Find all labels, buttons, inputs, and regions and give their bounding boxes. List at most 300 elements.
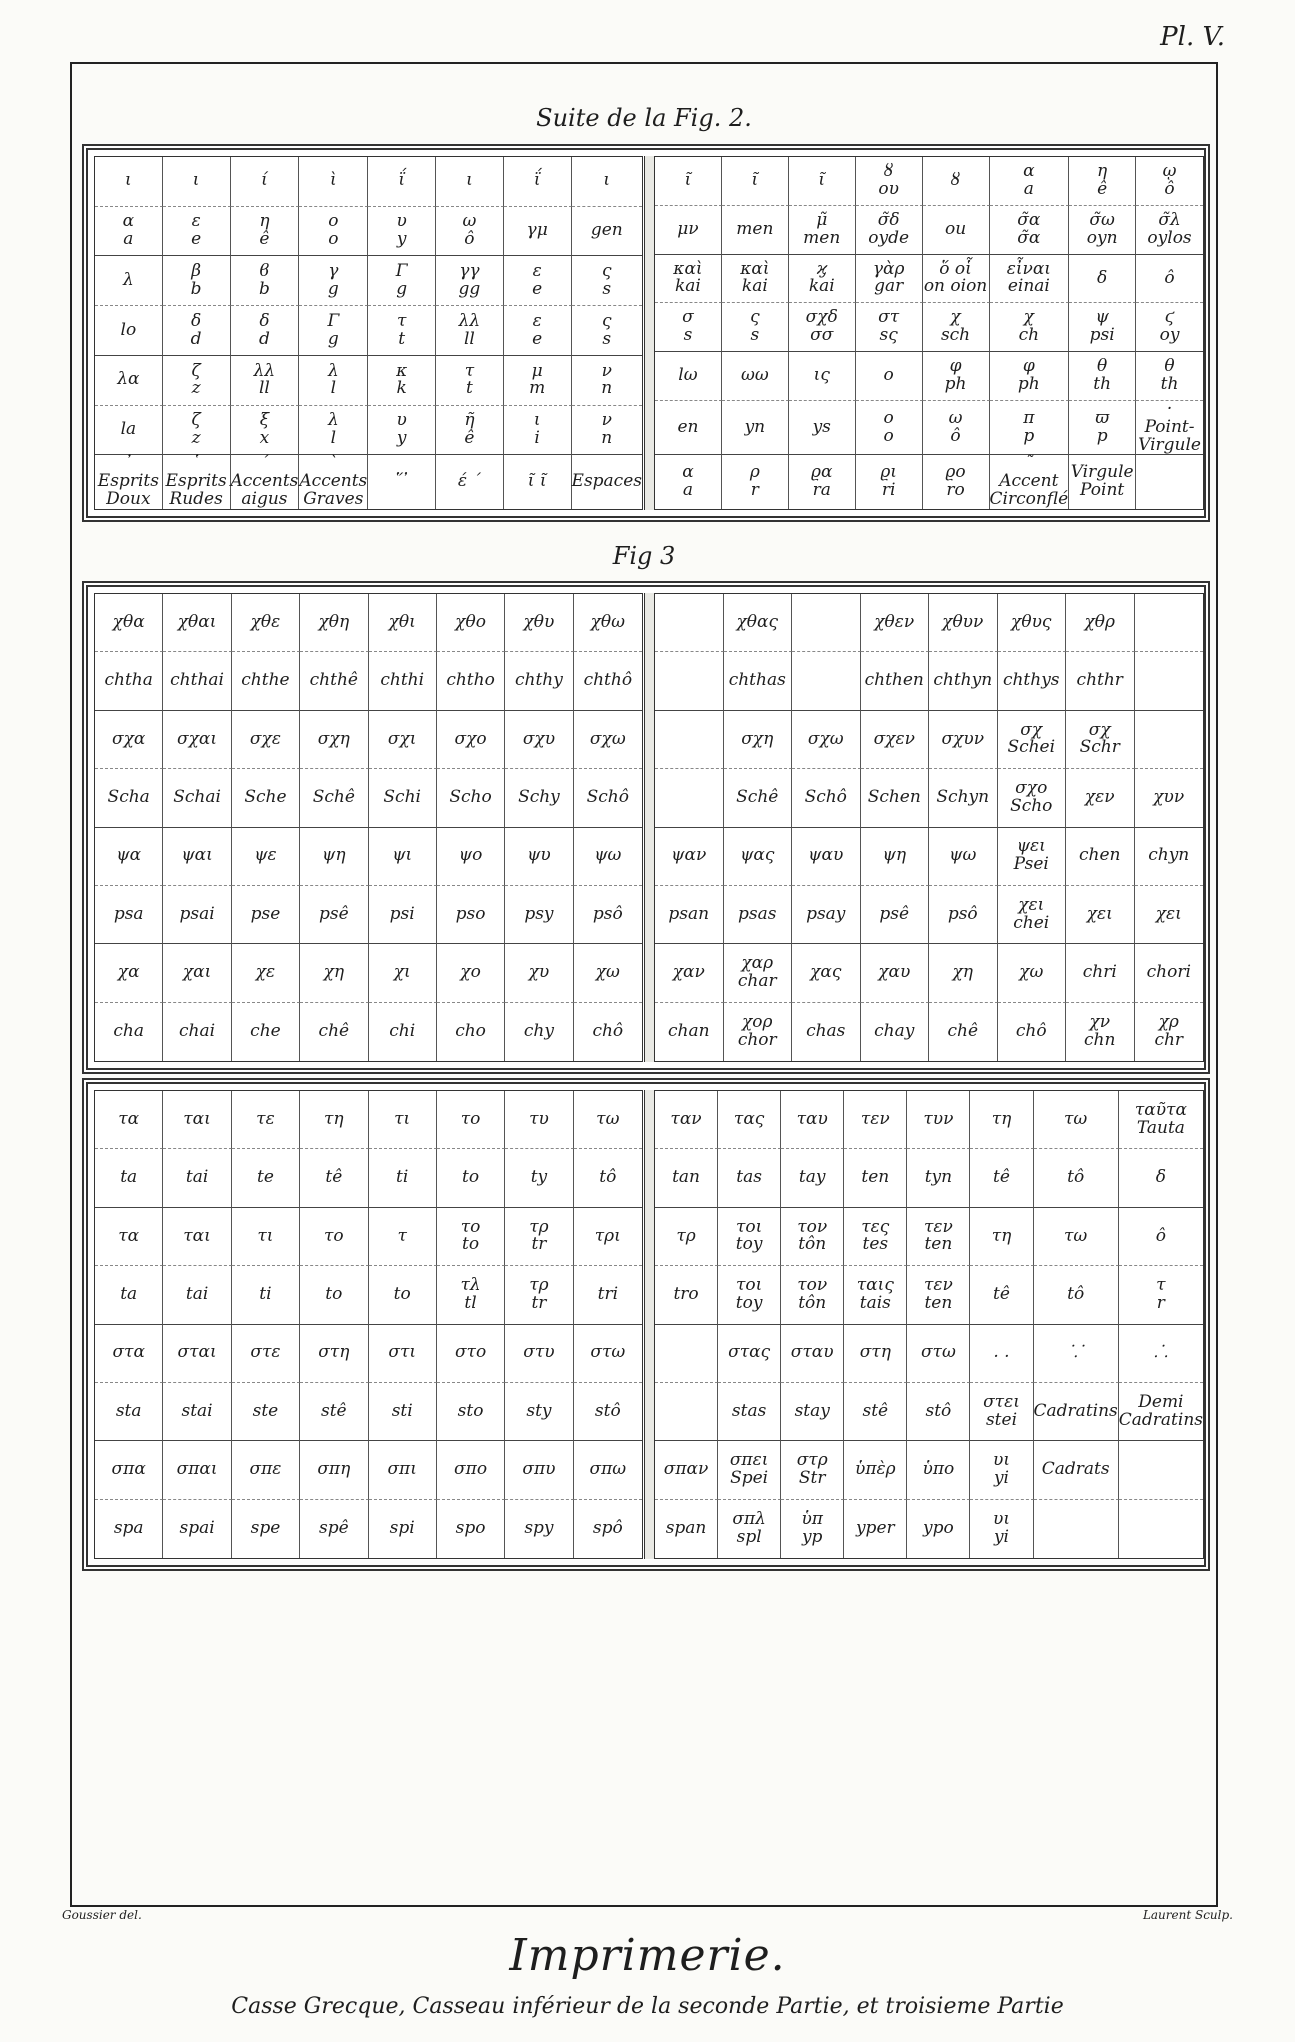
- case-compartment: τη: [300, 1091, 368, 1149]
- case-compartment: τα: [95, 1091, 163, 1149]
- case-compartment: spa: [95, 1500, 163, 1558]
- case-compartment: ô: [1119, 1208, 1203, 1266]
- case-compartment: τας: [718, 1091, 781, 1149]
- case-compartment: ξ x: [231, 406, 300, 456]
- case-compartment: χθι: [369, 594, 437, 652]
- case-compartment: chai: [163, 1003, 231, 1061]
- case-compartment: στ sς: [856, 303, 923, 352]
- case-compartment: χαι: [163, 944, 231, 1002]
- case-compartment: ν n: [572, 356, 642, 406]
- case-compartment: ί: [231, 157, 300, 207]
- case-compartment: τρι: [574, 1208, 642, 1266]
- case-compartment: χ ch: [990, 303, 1070, 352]
- case-compartment: ὑπὲρ: [844, 1441, 907, 1499]
- fig3-top-case: [82, 581, 1210, 1074]
- case-compartment: to: [300, 1266, 368, 1324]
- case-compartment: ῖ: [789, 157, 856, 206]
- case-compartment: ψ psi: [1069, 303, 1136, 352]
- case-compartment: σπαν: [655, 1441, 718, 1499]
- case-compartment: τρ: [655, 1208, 718, 1266]
- case-compartment: ψυ: [505, 828, 573, 886]
- case-compartment: ῞ ̓: [368, 455, 436, 509]
- case-compartment: υ y: [368, 207, 436, 257]
- fig2-heading: Suite de la Fig. 2.: [536, 104, 752, 132]
- case-compartment: cho: [437, 1003, 505, 1061]
- case-compartment: ῆ ê: [436, 406, 504, 456]
- case-compartment: γγ gg: [436, 256, 504, 306]
- case-compartment: Γ g: [299, 306, 368, 356]
- case-compartment: yper: [844, 1500, 907, 1558]
- case-compartment: ψο: [437, 828, 505, 886]
- case-compartment: χει: [1135, 886, 1204, 944]
- case-compartment: ` Accents Graves: [299, 453, 368, 510]
- case-compartment: ten: [844, 1149, 907, 1207]
- case-compartment: chthi: [369, 652, 437, 710]
- case-compartment: chthys: [998, 652, 1067, 710]
- case-compartment: χο: [437, 944, 505, 1002]
- case-compartment: στω: [574, 1325, 642, 1383]
- case-compartment: ταυ: [781, 1091, 844, 1149]
- case-compartment: ις: [789, 352, 856, 401]
- case-compartment: tas: [718, 1149, 781, 1207]
- case-compartment: χη: [300, 944, 368, 1002]
- fig2-left-half: [94, 156, 643, 510]
- case-compartment: λα: [95, 356, 163, 406]
- case-compartment: έ ΄: [436, 455, 504, 509]
- case-compartment: στας: [718, 1325, 781, 1383]
- case-compartment: σχδ σσ: [789, 303, 856, 352]
- case-compartment: ῖ: [722, 157, 789, 206]
- case-compartment: chas: [792, 1003, 861, 1061]
- fig3-bottom-left-grid: [94, 1090, 643, 1559]
- case-compartment: ys: [789, 401, 856, 456]
- case-compartment: stê: [300, 1383, 368, 1441]
- case-compartment: chay: [861, 1003, 930, 1061]
- case-compartment: psô: [574, 886, 642, 944]
- case-compartment: χα: [95, 944, 163, 1002]
- case-compartment: Virgule Point: [1069, 455, 1136, 509]
- case-compartment: ο o: [856, 401, 923, 456]
- case-compartment: to: [437, 1149, 505, 1207]
- case-compartment: Schê: [724, 769, 793, 827]
- case-compartment: χθε: [232, 594, 300, 652]
- case-compartment: ψη: [861, 828, 930, 886]
- case-compartment: spo: [437, 1500, 505, 1558]
- case-compartment: χθυν: [929, 594, 998, 652]
- case-compartment: χει: [1066, 886, 1135, 944]
- case-compartment: psai: [163, 886, 231, 944]
- case-compartment: στη: [844, 1325, 907, 1383]
- case-compartment: psay: [792, 886, 861, 944]
- case-compartment: φ ph: [990, 352, 1070, 401]
- case-compartment: χθυ: [505, 594, 573, 652]
- case-compartment: τεν: [844, 1091, 907, 1149]
- case-compartment: ς s: [722, 303, 789, 352]
- case-compartment: tay: [781, 1149, 844, 1207]
- case-compartment: χθαι: [163, 594, 231, 652]
- case-compartment: Cadrats: [1034, 1441, 1119, 1499]
- case-compartment: ὑπ yp: [781, 1500, 844, 1558]
- case-compartment: tri: [574, 1266, 642, 1324]
- case-compartment: σχη: [300, 711, 368, 769]
- case-compartment: ou: [923, 206, 990, 255]
- case-compartment: σπο: [437, 1441, 505, 1499]
- engraver-credit: Laurent Sculp.: [1142, 1908, 1233, 1922]
- case-compartment: tai: [163, 1149, 231, 1207]
- case-compartment: psê: [300, 886, 368, 944]
- case-compartment: κ k: [368, 356, 436, 406]
- case-compartment: ρ r: [722, 455, 789, 509]
- case-compartment: χυ: [505, 944, 573, 1002]
- case-compartment: στυ: [505, 1325, 573, 1383]
- case-compartment: chtho: [437, 652, 505, 710]
- case-compartment: μ̃ men: [789, 206, 856, 255]
- case-compartment: α a: [95, 207, 163, 257]
- case-compartment: τλ tl: [437, 1266, 505, 1324]
- case-compartment: ται: [163, 1091, 231, 1149]
- case-compartment: tyn: [907, 1149, 970, 1207]
- fig3-heading: Fig 3: [612, 542, 676, 570]
- case-compartment: υι yi: [970, 1441, 1033, 1499]
- case-compartment: ς s: [572, 256, 642, 306]
- fig2-right-grid: [654, 156, 1204, 510]
- case-compartment: [1136, 455, 1203, 509]
- case-compartment: spy: [505, 1500, 573, 1558]
- case-compartment: ῳ ô: [1136, 157, 1203, 206]
- case-compartment: στα: [95, 1325, 163, 1383]
- case-compartment: ψει Psei: [998, 828, 1067, 886]
- case-compartment: ι: [95, 157, 163, 207]
- case-compartment: ῀ Accent Circonflé: [989, 453, 1069, 510]
- case-compartment: Γ g: [368, 256, 436, 306]
- case-compartment: α a: [990, 157, 1070, 206]
- case-compartment: τω: [1034, 1208, 1119, 1266]
- case-compartment: ᾿ Esprits Doux: [95, 455, 163, 509]
- case-compartment: στι: [369, 1325, 437, 1383]
- case-compartment: ῾ Esprits Rudes: [163, 455, 231, 509]
- case-compartment: σχω: [792, 711, 861, 769]
- case-compartment: σχω: [574, 711, 642, 769]
- case-compartment: Demi Cadratins: [1119, 1383, 1203, 1441]
- case-compartment: spê: [300, 1500, 368, 1558]
- case-compartment: ψαν: [655, 828, 724, 886]
- case-compartment: [792, 594, 861, 652]
- case-compartment: spai: [163, 1500, 231, 1558]
- fig3-bottom-right-grid: [654, 1090, 1204, 1559]
- case-compartment: chan: [655, 1003, 724, 1061]
- case-compartment: sti: [369, 1383, 437, 1441]
- case-compartment: χαυ: [861, 944, 930, 1002]
- case-compartment: ϱι ri: [856, 455, 923, 509]
- case-compartment: pso: [437, 886, 505, 944]
- case-compartment: chê: [929, 1003, 998, 1061]
- case-compartment: ὅ οἷ on oion: [923, 255, 990, 304]
- case-compartment: ς s: [572, 306, 642, 356]
- plate-subtitle: Casse Grecque, Casseau inférieur de la seconde Partie, et troisieme Partie: [231, 1994, 1064, 2019]
- case-compartment: ζ z: [163, 356, 231, 406]
- case-compartment: χν chn: [1066, 1003, 1135, 1061]
- case-compartment: ȣ: [923, 157, 990, 206]
- case-compartment: ψη: [300, 828, 368, 886]
- case-compartment: [655, 652, 724, 710]
- case-compartment: [1034, 1500, 1119, 1558]
- case-compartment: λλ ll: [436, 306, 504, 356]
- case-compartment: tê: [300, 1149, 368, 1207]
- case-compartment: ε e: [504, 256, 572, 306]
- case-compartment: ο: [856, 352, 923, 401]
- case-compartment: γ g: [299, 256, 368, 306]
- case-compartment: ψω: [574, 828, 642, 886]
- case-compartment: χθας: [724, 594, 793, 652]
- case-compartment: χε: [232, 944, 300, 1002]
- case-compartment: ζ z: [163, 406, 231, 456]
- case-compartment: λ: [95, 256, 163, 306]
- case-compartment: χρ chr: [1154, 1011, 1184, 1050]
- fig2-right-half: [654, 156, 1204, 510]
- case-compartment: σ̃ω oyn: [1069, 206, 1136, 255]
- case-compartment: χαρ char: [724, 944, 793, 1002]
- case-compartment: σπλ spl: [718, 1500, 781, 1558]
- case-compartment: tô: [1034, 1266, 1119, 1324]
- case-compartment: σπαι: [163, 1441, 231, 1499]
- case-compartment: χ sch: [923, 303, 990, 352]
- case-compartment: stô: [574, 1383, 642, 1441]
- case-compartment: χι: [369, 944, 437, 1002]
- case-compartment: chô: [592, 1020, 624, 1041]
- case-compartment: ι: [163, 157, 231, 207]
- case-compartment: Sche: [232, 769, 300, 827]
- case-compartment: θ th: [1069, 352, 1136, 401]
- case-compartment: psi: [369, 886, 437, 944]
- case-compartment: Schy: [505, 769, 573, 827]
- case-compartment: χθρ: [1066, 594, 1135, 652]
- case-compartment: ο o: [299, 207, 368, 257]
- case-compartment: Espaces: [571, 471, 642, 492]
- case-compartment: sty: [505, 1383, 573, 1441]
- case-compartment: ε e: [163, 207, 231, 257]
- case-compartment: chthr: [1066, 652, 1135, 710]
- case-compartment: Schai: [163, 769, 231, 827]
- case-compartment: Scha: [95, 769, 163, 827]
- case-compartment: χθα: [95, 594, 163, 652]
- fig3-top-right-grid: [654, 593, 1204, 1062]
- case-compartment: ΐ: [504, 157, 572, 207]
- fig3-bottom-left-half: [94, 1090, 643, 1559]
- case-compartment: ϐ b: [231, 256, 300, 306]
- case-compartment: σταυ: [781, 1325, 844, 1383]
- case-compartment: σ̃δ oyde: [856, 206, 923, 255]
- case-compartment: yn: [722, 401, 789, 456]
- case-compartment: σπι: [369, 1441, 437, 1499]
- case-compartment: stô: [907, 1383, 970, 1441]
- case-compartment: σπει Spei: [718, 1441, 781, 1499]
- case-compartment: chyn: [1135, 828, 1204, 886]
- case-compartment: τον tôn: [781, 1266, 844, 1324]
- case-compartment: χας: [792, 944, 861, 1002]
- case-compartment: τη: [970, 1091, 1033, 1149]
- case-compartment: chthyn: [929, 652, 998, 710]
- case-compartment: psô: [929, 886, 998, 944]
- case-compartment: σχυ: [505, 711, 573, 769]
- case-compartment: · Point-Virgule: [1136, 401, 1203, 456]
- case-compartment: stai: [163, 1383, 231, 1441]
- case-compartment: lo: [95, 306, 163, 356]
- case-compartment: σχα: [95, 711, 163, 769]
- case-compartment: ϗ kai: [789, 255, 856, 304]
- case-compartment: [792, 652, 861, 710]
- case-compartment: ε e: [504, 306, 572, 356]
- case-compartment: ⸫: [1119, 1325, 1203, 1383]
- plate-frame: [70, 62, 1218, 1907]
- case-compartment: [1135, 594, 1204, 652]
- case-compartment: tro: [655, 1266, 718, 1324]
- case-compartment: chthê: [300, 652, 368, 710]
- case-compartment: psa: [95, 886, 163, 944]
- fig2-case: [82, 144, 1210, 522]
- case-compartment: το: [437, 1091, 505, 1149]
- case-compartment: σ̃α σ̃α: [990, 206, 1070, 255]
- case-compartment: σπυ: [505, 1441, 573, 1499]
- case-compartment: tê: [970, 1266, 1033, 1324]
- case-compartment: ταις tais: [844, 1266, 907, 1324]
- draughtsman-credit: Goussier del.: [62, 1908, 142, 1922]
- case-compartment: στη: [300, 1325, 368, 1383]
- case-compartment: τοι toy: [718, 1266, 781, 1324]
- case-compartment: ty: [505, 1149, 573, 1207]
- case-compartment: στει stei: [970, 1383, 1033, 1441]
- case-compartment: che: [232, 1003, 300, 1061]
- case-compartment: τυν: [907, 1091, 970, 1149]
- case-compartment: τυ: [505, 1091, 573, 1149]
- case-compartment: τεν ten: [907, 1266, 970, 1324]
- case-compartment: chtha: [95, 652, 163, 710]
- case-compartment: ΐ: [368, 157, 436, 207]
- plate-title: Imprimerie.: [509, 1930, 786, 1981]
- case-compartment: χθω: [574, 594, 642, 652]
- case-compartment: σχε: [232, 711, 300, 769]
- case-compartment: σχεν: [861, 711, 930, 769]
- case-compartment: δ d: [231, 306, 300, 356]
- case-compartment: gen: [572, 207, 642, 257]
- case-compartment: ϱο ro: [923, 455, 990, 509]
- case-compartment: chri: [1066, 944, 1135, 1002]
- case-compartment: χαν: [655, 944, 724, 1002]
- case-compartment: τ t: [368, 306, 436, 356]
- case-compartment: στω: [907, 1325, 970, 1383]
- case-compartment: τ: [369, 1208, 437, 1266]
- case-compartment: chi: [369, 1003, 437, 1061]
- case-compartment: chori: [1135, 944, 1204, 1002]
- case-compartment: Schô: [574, 769, 642, 827]
- case-compartment: psê: [861, 886, 930, 944]
- case-compartment: ⸪: [1034, 1325, 1119, 1383]
- case-compartment: β b: [163, 256, 231, 306]
- case-compartment: σχι: [369, 711, 437, 769]
- case-compartment: χει chei: [998, 886, 1067, 944]
- case-compartment: tê: [970, 1149, 1033, 1207]
- case-compartment: τες tes: [844, 1208, 907, 1266]
- case-compartment: γμ: [504, 207, 572, 257]
- fig3-top-left-half: [94, 593, 643, 1062]
- case-compartment: τεν ten: [907, 1208, 970, 1266]
- case-compartment: τω: [1034, 1091, 1119, 1149]
- case-compartment: ὶ: [299, 157, 368, 207]
- case-compartment: ô: [1136, 255, 1203, 304]
- case-compartment: υι yi: [970, 1500, 1033, 1558]
- case-compartment: σται: [163, 1325, 231, 1383]
- case-compartment: ti: [369, 1149, 437, 1207]
- case-compartment: span: [655, 1500, 718, 1558]
- fig3-top-right-half: [654, 593, 1204, 1062]
- case-compartment: λ l: [299, 406, 368, 456]
- case-compartment: καὶ kai: [722, 255, 789, 304]
- case-compartment: ypo: [907, 1500, 970, 1558]
- case-compartment: ῖ: [655, 157, 722, 206]
- case-compartment: [655, 1383, 718, 1441]
- case-compartment: [655, 711, 724, 769]
- case-compartment: γὰρ gar: [856, 255, 923, 304]
- case-compartment: ΄ Accents aigus: [230, 453, 299, 510]
- case-compartment: stas: [718, 1383, 781, 1441]
- case-compartment: τε: [232, 1091, 300, 1149]
- case-compartment: ι i: [504, 406, 572, 456]
- case-compartment: σχη: [724, 711, 793, 769]
- case-compartment: stay: [781, 1383, 844, 1441]
- case-compartment: τη: [970, 1208, 1033, 1266]
- case-compartment: ψαι: [163, 828, 231, 886]
- case-compartment: [655, 594, 724, 652]
- case-compartment: te: [232, 1149, 300, 1207]
- case-compartment: π p: [990, 401, 1070, 456]
- case-compartment: la: [95, 406, 163, 456]
- case-compartment: ταῦτα Tauta: [1119, 1091, 1203, 1149]
- case-compartment: χω: [574, 944, 642, 1002]
- case-compartment: δ: [1069, 255, 1136, 304]
- case-compartment: σχυν: [929, 711, 998, 769]
- case-compartment: θ th: [1136, 352, 1203, 401]
- fig3-top-left-grid: [94, 593, 643, 1062]
- case-compartment: sto: [437, 1383, 505, 1441]
- case-compartment: υ y: [368, 406, 436, 456]
- case-compartment: tô: [1034, 1149, 1119, 1207]
- case-compartment: σχο: [437, 711, 505, 769]
- fig2-left-grid: [94, 156, 643, 510]
- case-compartment: τι: [232, 1208, 300, 1266]
- case-compartment: σχ Schei: [998, 711, 1067, 769]
- case-compartment: το to: [437, 1208, 505, 1266]
- case-compartment: τω: [574, 1091, 642, 1149]
- case-compartment: spô: [592, 1517, 623, 1538]
- case-compartment: χθη: [300, 594, 368, 652]
- case-compartment: tô: [574, 1149, 642, 1207]
- case-compartment: η ê: [231, 207, 300, 257]
- case-compartment: δ: [1119, 1149, 1203, 1207]
- case-compartment: τα: [95, 1208, 163, 1266]
- case-compartment: ψι: [369, 828, 437, 886]
- case-compartment: stê: [844, 1383, 907, 1441]
- case-compartment: Schen: [861, 769, 930, 827]
- plate-number: Pl. V.: [1160, 22, 1225, 52]
- case-compartment: spe: [232, 1500, 300, 1558]
- case-compartment: ψας: [724, 828, 793, 886]
- case-compartment: α a: [655, 455, 722, 509]
- case-compartment: τ r: [1119, 1266, 1203, 1324]
- case-compartment: ȣ ου: [856, 157, 923, 206]
- case-compartment: en: [655, 401, 722, 456]
- case-compartment: chthy: [505, 652, 573, 710]
- case-compartment: τι: [369, 1091, 437, 1149]
- fig3-bottom-right-half: [654, 1090, 1204, 1559]
